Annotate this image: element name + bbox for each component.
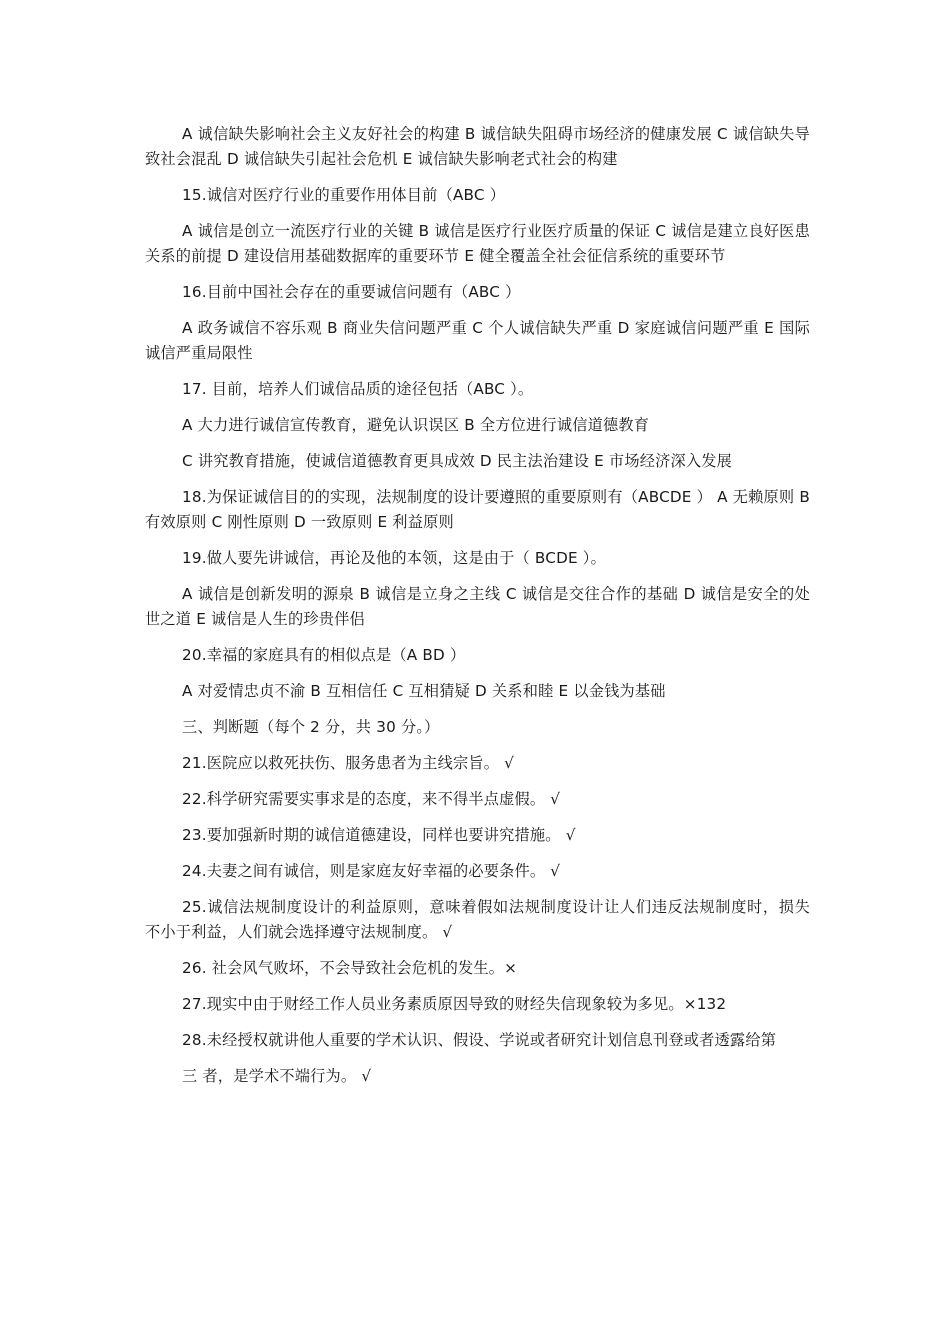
question-15-options: A 诚信是创立一流医疗行业的关键 B 诚信是医疗行业医疗质量的保证 C 诚信是建立良好医患关系的前提 D 建设信用基础数据库的重要环节 E 健全覆盖全社会征信系统的重要环节 <box>145 222 810 265</box>
question-20-options: A 对爱情忠贞不渝 B 互相信任 C 互相猜疑 D 关系和睦 E 以金钱为基础 <box>182 682 666 700</box>
question-17-options-2: C 讲究教育措施，使诚信道德教育更具成效 D 民主法治建设 E 市场经济深入发展 <box>182 452 733 470</box>
section-heading-true-false: 三、判断题（每个 2 分，共 30 分。） <box>182 718 440 736</box>
question-16: 16.目前中国社会存在的重要诚信问题有（ABC ） <box>182 283 521 301</box>
question-19-options: A 诚信是创新发明的源泉 B 诚信是立身之主线 C 诚信是交往合作的基础 D 诚信是安全的处世之道 E 诚信是人生的珍贵伴侣 <box>145 585 810 628</box>
question-15: 15.诚信对医疗行业的重要作用体目前（ABC ） <box>182 186 506 204</box>
question-28: 28.未经授权就讲他人重要的学术认识、假设、学说或者研究计划信息刊登或者透露给第 <box>182 1031 777 1049</box>
question-21: 21.医院应以救死扶伤、服务患者为主线宗旨。 √ <box>182 754 515 772</box>
question-19: 19.做人要先讲诚信，再论及他的本领，这是由于（ BCDE ）。 <box>182 549 606 567</box>
question-17-options-1: A 大力进行诚信宣传教育，避免认识误区 B 全方位进行诚信道德教育 <box>182 416 650 434</box>
question-23: 23.要加强新时期的诚信道德建设，同样也要讲究措施。 √ <box>182 826 576 844</box>
question-16-options: A 政务诚信不容乐观 B 商业失信问题严重 C 个人诚信缺失严重 D 家庭诚信问题严重 E 国际诚信严重局限性 <box>145 319 810 362</box>
question-25: 25.诚信法规制度设计的利益原则，意味着假如法规制度设计让人们违反法规制度时，损失 不小于利益，人们就会选择遵守法规制度。 √ <box>145 898 810 941</box>
question-24: 24.夫妻之间有诚信，则是家庭友好幸福的必要条件。 √ <box>182 862 561 880</box>
question-28-continued: 三 者，是学术不端行为。 √ <box>182 1067 372 1085</box>
question-26: 26. 社会风气败坏，不会导致社会危机的发生。× <box>182 959 518 977</box>
document-body <box>145 122 810 1100</box>
question-27: 27.现实中由于财经工作人员业务素质原因导致的财经失信现象较为多见。×132 <box>182 995 727 1013</box>
question-20: 20.幸福的家庭具有的相似点是（A BD ） <box>182 646 466 664</box>
question-18: 18.为保证诚信目的的实现，法规制度的设计要遵照的重要原则有（ABCDE ） A 无赖原则 B 有效原则 C 刚性原则 D 一致原则 E 利益原则 <box>145 488 810 531</box>
question-22: 22.科学研究需要实事求是的态度，来不得半点虚假。 √ <box>182 790 561 808</box>
question-14-options: A 诚信缺失影响社会主义友好社会的构建 B 诚信缺失阻碍市场经济的健康发展 C 诚信缺失导致社会混乱 D 诚信缺失引起社会危机 E 诚信缺失影响老式社会的构建 <box>145 125 810 168</box>
question-17: 17. 目前，培养人们诚信品质的途径包括（ABC ）。 <box>182 380 534 398</box>
